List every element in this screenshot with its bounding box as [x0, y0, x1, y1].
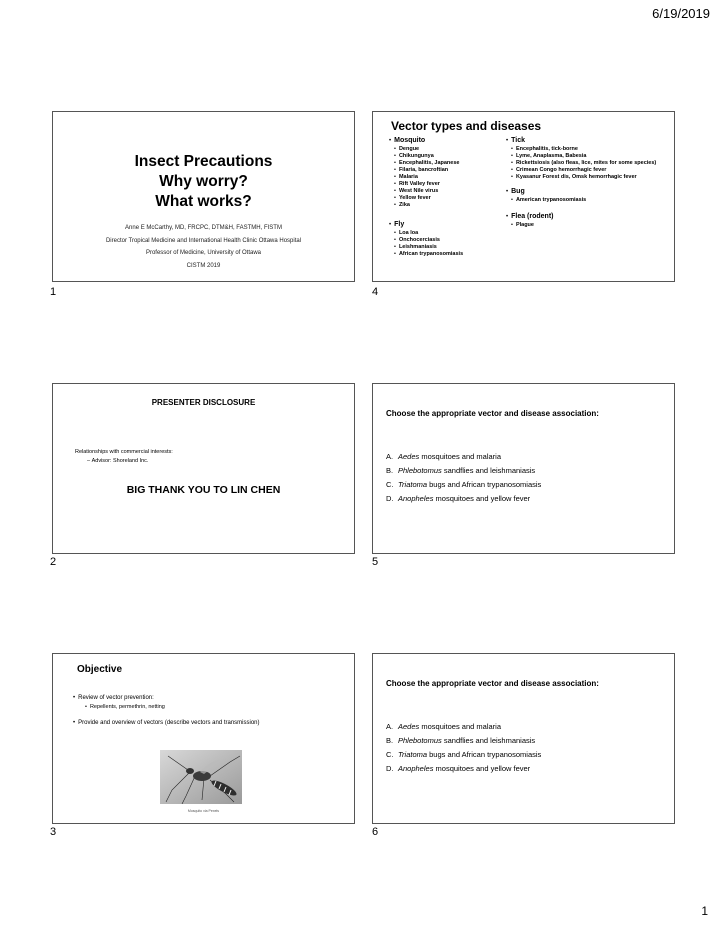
category-fly: • Fly [389, 220, 509, 230]
slide-2-title: PRESENTER DISCLOSURE [151, 398, 256, 407]
category-tick: • Tick [506, 136, 666, 146]
objective-bullet: • Provide and overview of vectors (describe vectors and transmission) [73, 719, 260, 728]
answer-options [386, 450, 541, 506]
page-date: 6/19/2019 [652, 6, 710, 21]
disease-item: • Leishmaniasis [389, 244, 509, 251]
disease-item: • Filaria, bancroftian [389, 167, 509, 174]
slide-4-number: 4 [372, 286, 379, 298]
disease-item: • Zika [389, 202, 509, 209]
page-number: 1 [701, 904, 708, 918]
relationship-text: Advisor: Shoreland Inc. [91, 458, 149, 464]
column-right [506, 136, 666, 229]
question-title: Choose the appropriate vector and disease association: [386, 679, 599, 688]
question-title: Choose the appropriate vector and disease association: [386, 409, 599, 418]
option-text: bugs and African trypanosomiasis [427, 480, 542, 489]
title-line: Insect Precautions [134, 153, 273, 170]
answer-option[interactable] [386, 492, 541, 506]
category-mosquito: • Mosquito [389, 136, 509, 146]
disease-item: • Lyme, Anaplasma, Babesia [506, 153, 666, 160]
answer-option[interactable] [386, 464, 541, 478]
slide-5[interactable] [372, 383, 675, 554]
disease-item: • African trypanosomiasis [389, 251, 509, 258]
option-letter: A. [386, 722, 394, 731]
option-text: mosquitoes and yellow fever [433, 494, 531, 503]
slide-4-title: Vector types and diseases [391, 119, 542, 133]
disease-item: • Crimean Congo hemorrhagic fever [506, 167, 666, 174]
title-line: What works? [155, 193, 252, 210]
disease-item: • Malaria [389, 174, 509, 181]
disease-item: • Encephalitis, Japanese [389, 160, 509, 167]
disease-item: • Rift Valley fever [389, 181, 509, 188]
photo-caption: Mosquito via Pexels [187, 809, 220, 813]
category-bug: • Bug [506, 187, 666, 197]
answer-option[interactable] [386, 450, 541, 464]
slide-3-number: 3 [50, 826, 57, 838]
slide-6-number: 6 [372, 826, 379, 838]
answer-option[interactable] [386, 734, 541, 748]
option-genus: Phlebotomus [398, 466, 442, 475]
option-text: sandflies and leishmaniasis [441, 466, 536, 475]
slide-2[interactable] [52, 383, 355, 554]
disease-item: • Onchocerciasis [389, 237, 509, 244]
option-letter: C. [386, 480, 394, 489]
option-genus: Phlebotomus [398, 736, 442, 745]
option-text: mosquitoes and yellow fever [433, 764, 531, 773]
credit-line: Professor of Medicine, University of Ottawa [145, 250, 262, 256]
option-genus: Aedes [398, 452, 420, 461]
option-letter: B. [386, 736, 394, 745]
answer-option[interactable] [386, 762, 541, 776]
option-letter: D. [386, 764, 394, 773]
relationships-label: Relationships with commercial interests: [75, 449, 173, 455]
slide-1-credits [53, 222, 354, 272]
option-text: bugs and African trypanosomiasis [427, 750, 542, 759]
slide-1-number: 1 [50, 286, 57, 298]
option-genus: Triatoma [398, 480, 428, 489]
answer-option[interactable] [386, 720, 541, 734]
option-text: mosquitoes and malaria [419, 452, 501, 461]
slide-3-title: Objective [77, 664, 123, 675]
title-line: Why worry? [159, 173, 248, 190]
credit-line: Anne E McCarthy, MD, FRCPC, DTM&H, FASTMH, FISTM [125, 225, 282, 231]
objective-sub-bullet: • Repellents, permethrin, netting [73, 703, 260, 712]
disease-item: • Rickettsiosis (also fleas, lice, mites for some species) [506, 160, 666, 167]
credit-line: CISTM 2019 [186, 262, 221, 269]
objective-bullet: • Review of vector prevention: [73, 694, 260, 703]
disease-item: • Plague [506, 222, 666, 229]
slide-1[interactable] [52, 111, 355, 282]
option-letter: A. [386, 452, 394, 461]
option-genus: Anopheles [398, 764, 434, 773]
slide-3[interactable] [52, 653, 355, 824]
option-genus: Aedes [398, 722, 420, 731]
thanks-heading: BIG THANK YOU TO LIN CHEN [126, 484, 281, 496]
credit-line: Director Tropical Medicine and International Health Clinic Ottawa Hospital [105, 237, 302, 244]
category-flea: • Flea (rodent) [506, 212, 666, 222]
option-genus: Triatoma [398, 750, 428, 759]
disease-item: • Kyasanur Forest dis, Omsk hemorrhagic fever [506, 174, 666, 181]
option-text: sandflies and leishmaniasis [441, 736, 536, 745]
answer-option[interactable] [386, 748, 541, 762]
disease-item: • Dengue [389, 146, 509, 153]
slide-6[interactable] [372, 653, 675, 824]
option-letter: C. [386, 750, 394, 759]
relationships-block [75, 448, 173, 466]
slide-5-number: 5 [372, 556, 379, 568]
option-letter: B. [386, 466, 394, 475]
answer-options [386, 720, 541, 776]
disease-item: • Loa loa [389, 230, 509, 237]
mosquito-photo [160, 750, 242, 804]
relationship-item: – Advisor: Shoreland Inc. [87, 458, 149, 464]
slide-2-number: 2 [50, 556, 57, 568]
slide-4[interactable] [372, 111, 675, 282]
option-letter: D. [386, 494, 394, 503]
answer-option[interactable] [386, 478, 541, 492]
disease-item: • Yellow fever [389, 195, 509, 202]
option-genus: Anopheles [398, 494, 434, 503]
objective-list [73, 694, 260, 728]
option-text: mosquitoes and malaria [419, 722, 501, 731]
disease-item: • Encephalitis, tick-borne [506, 146, 666, 153]
slide-1-title [53, 152, 354, 212]
column-left [389, 136, 509, 258]
disease-item: • American trypanosomiasis [506, 197, 666, 204]
disease-item: • Chikungunya [389, 153, 509, 160]
disease-item: • West Nile virus [389, 188, 509, 195]
